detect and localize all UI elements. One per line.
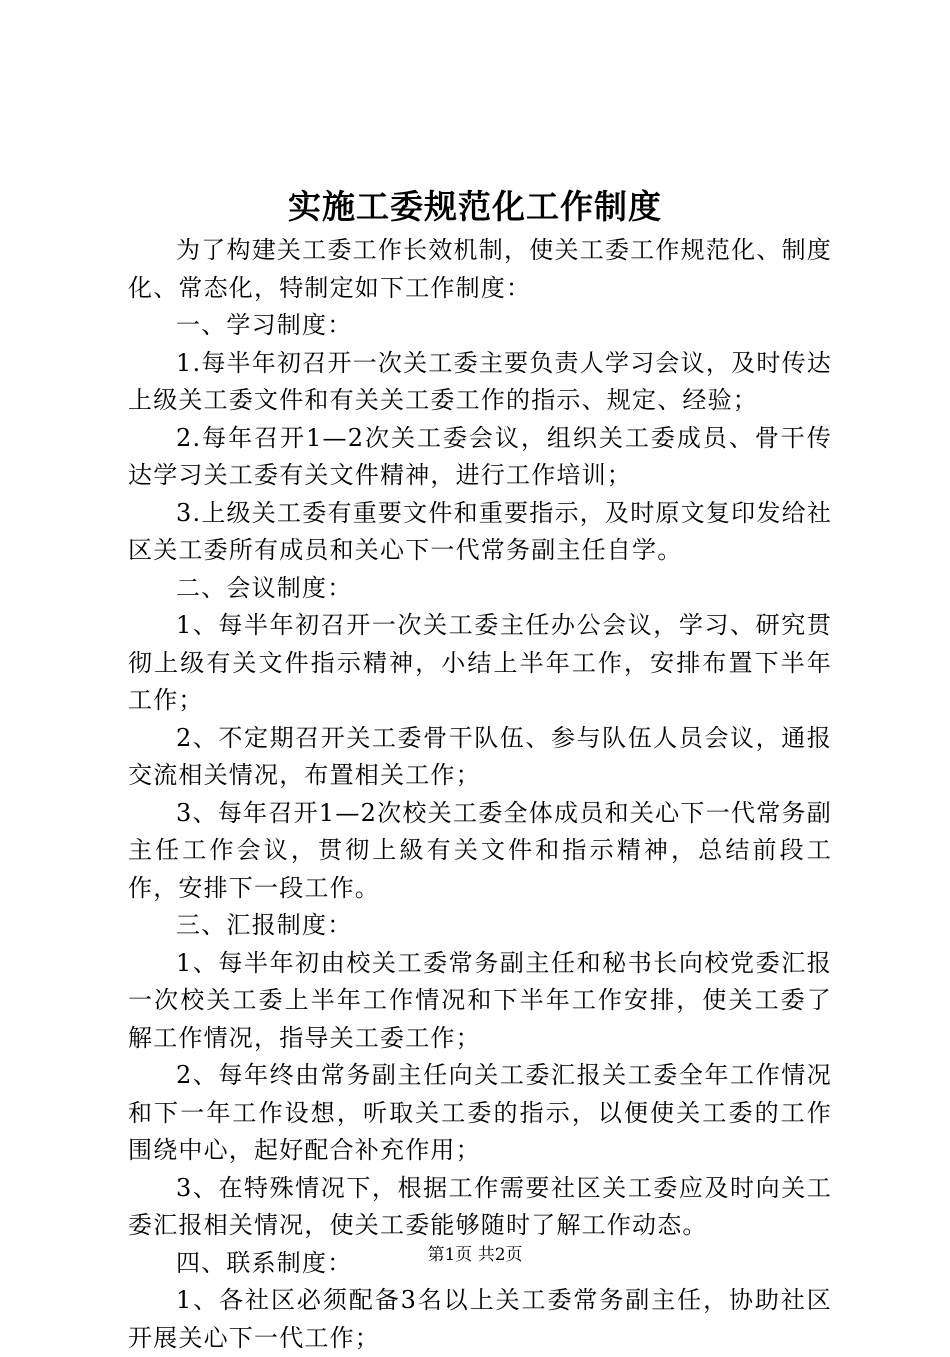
paragraph: 3.上级关工委有重要文件和重要指示，及时原文复印发给社区关工委所有成员和关心下一代常务副主任自学。 <box>128 498 832 564</box>
paragraph: 2、每年终由常务副主任向关工委汇报关工委全年工作情况和下一年工作设想，听取关工委的指示，以便使关工委的工作围绕中心，起好配合补充作用； <box>128 1061 832 1164</box>
section-heading-report: 三、汇报制度： <box>176 911 353 939</box>
paragraph: 3、在特殊情况下，根据工作需要社区关工委应及时向关工委汇报相关情况，使关工委能够随时了解工作动态。 <box>128 1173 832 1239</box>
page-number: 第1页 共2页 <box>427 1245 523 1265</box>
section-heading-meeting: 二、会议制度： <box>176 573 353 602</box>
paragraph: 1、每半年初召开一次关工委主任办公会议，学习、研究贯彻上级有关文件指示精神，小结上半年工作，安排布置下半年工作； <box>128 611 832 714</box>
paragraph: 1、每半年初由校关工委常务副主任和秘书长向校党委汇报一次校关工委上半年工作情况和下半年工作安排，使关工委了解工作情况，指导关工委工作； <box>128 948 832 1052</box>
paragraph: 1、各社区必须配备3名以上关工委常务副主任，协助社区开展关心下一代工作； <box>128 1286 832 1352</box>
paragraph: 2、不定期召开关工委骨干队伍、参与队伍人员会议，通报交流相关情况，布置相关工作； <box>128 723 832 789</box>
paragraph-intro: 为了构建关工委工作长效机制，使关工委工作规范化、制度化、常态化，特制定如下工作制度： <box>128 236 832 302</box>
paragraph: 2.每年召开1—2次关工委会议，组织关工委成员、骨干传达学习关工委有关文件精神，进行工作培训； <box>128 423 832 489</box>
section-heading-study: 一、学习制度： <box>176 311 353 339</box>
document-body <box>128 232 832 1357</box>
paragraph: 3、每年召开1—2次校关工委全体成员和关心下一代常务副主任工作会议，贯彻上級有关文件和指示精神，总结前段工作，安排下一段工作。 <box>128 798 832 902</box>
section-heading-liaison: 四、联系制度： <box>176 1248 353 1277</box>
paragraph: 1.每半年初召开一次关工委主要负责人学习会议，及时传达上级关工委文件和有关关工委工作的指示、规定、经验； <box>128 348 832 414</box>
document-title: 实施工委规范化工作制度 <box>288 187 662 226</box>
